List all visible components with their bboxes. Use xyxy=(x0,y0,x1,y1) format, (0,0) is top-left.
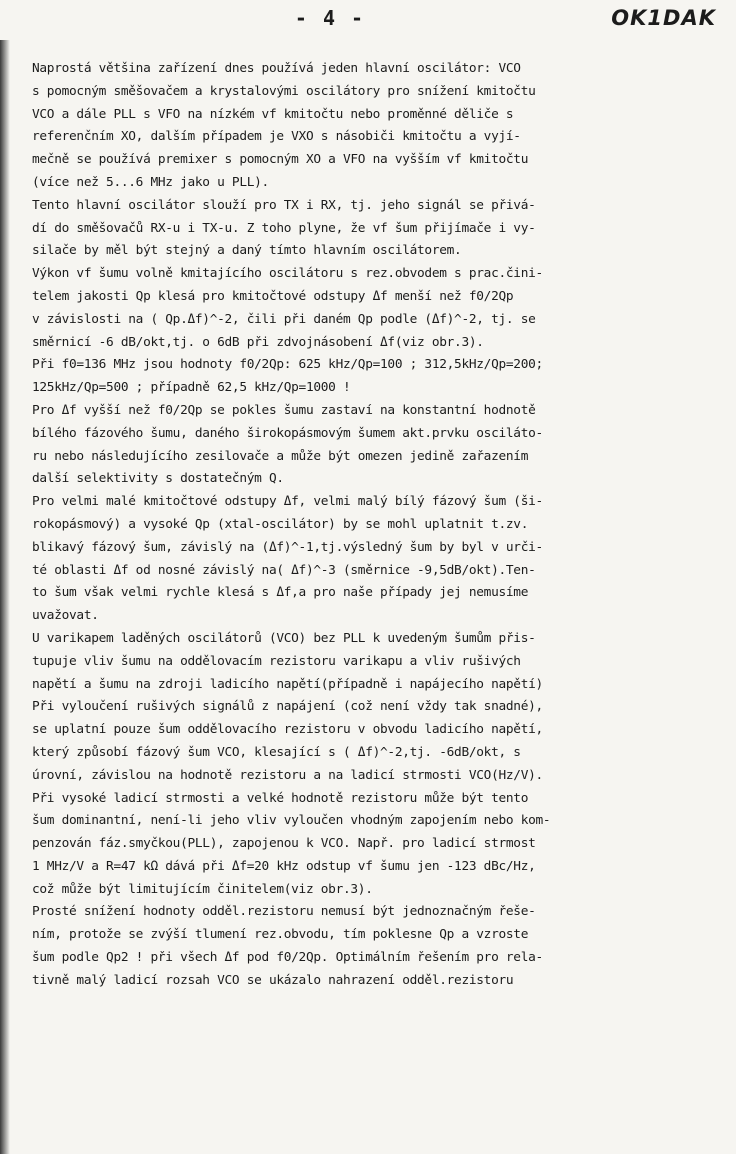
text-line: to šum však velmi rychle klesá s Δf,a pro naše případy jej nemusíme xyxy=(32,585,529,601)
text-line: Tento hlavní oscilátor slouží pro TX i RX, tj. jeho signál se přivá- xyxy=(32,197,536,213)
text-line: 1 MHz/V a R=47 kΩ dává při Δf=20 kHz odstup vf šumu jen -123 dBc/Hz, xyxy=(32,858,536,874)
text-line: referenčním XO, dalším případem je VXO s násobiči kmitočtu a vyjí- xyxy=(32,129,521,145)
scan-binding-shadow xyxy=(0,40,10,1154)
text-line: Při f0=136 MHz jsou hodnoty f0/2Qp: 625 kHz/Qp=100 ; 312,5kHz/Qp=200; xyxy=(32,357,543,373)
author-callsign: OK1DAK xyxy=(611,6,716,30)
text-line: se uplatní pouze šum oddělovacího rezistoru v obvodu ladicího napětí, xyxy=(32,722,543,738)
text-line: Při vysoké ladicí strmosti a velké hodnotě rezistoru může být tento xyxy=(32,790,529,806)
text-line: (více než 5...6 MHz jako u PLL). xyxy=(32,174,269,190)
text-line: silače by měl být stejný a daný tímto hlavním oscilátorem. xyxy=(32,243,462,259)
text-line: úrovní, závislou na hodnotě rezistoru a na ladicí strmosti VCO(Hz/V). xyxy=(32,767,543,783)
text-line: Naprostá většina zařízení dnes používá jeden hlavní oscilátor: VCO xyxy=(32,61,521,76)
text-line: další selektivity s dostatečným Q. xyxy=(32,471,284,487)
text-line: Prosté snížení hodnoty odděl.rezistoru nemusí být jednoznačným řeše- xyxy=(32,904,536,920)
page-number: - 4 - xyxy=(294,6,366,30)
text-line: v závislosti na ( Qp.Δf)^-2, čili při daném Qp podle (Δf)^-2, tj. se xyxy=(32,311,536,327)
text-line: té oblasti Δf od nosné závislý na( Δf)^-3 (směrnice -9,5dB/okt).Ten- xyxy=(32,562,536,578)
text-line: telem jakosti Qp klesá pro kmitočtové odstupy Δf menší než f0/2Qp xyxy=(32,288,514,304)
text-line: uvažovat. xyxy=(32,608,99,624)
text-line: Pro Δf vyšší než f0/2Qp se pokles šumu zastaví na konstantní hodnotě xyxy=(32,402,536,418)
text-line: Výkon vf šumu volně kmitajícího oscilátoru s rez.obvodem s prac.čini- xyxy=(32,266,543,282)
text-line: rokopásmový) a vysoké Qp (xtal-oscilátor) by se mohl uplatnit t.zv. xyxy=(32,516,529,532)
text-line: s pomocným směšovačem a krystalovými oscilátory pro snížení kmitočtu xyxy=(32,83,536,99)
text-line: blikavý fázový šum, závislý na (Δf)^-1,tj.výsledný šum by byl v urči- xyxy=(32,539,543,555)
text-line: směrnicí -6 dB/okt,tj. o 6dB při zdvojnásobení Δf(viz obr.3). xyxy=(32,334,484,350)
text-line: což může být limitujícím činitelem(viz obr.3). xyxy=(32,881,373,897)
text-line: šum podle Qp2 ! při všech Δf pod f0/2Qp. Optimálním řešením pro rela- xyxy=(32,950,543,966)
text-line: 125kHz/Qp=500 ; případně 62,5 kHz/Qp=1000 ! xyxy=(32,380,351,396)
text-line: dí do směšovačů RX-u i TX-u. Z toho plyne, že vf šum přijímače i vy- xyxy=(32,220,536,236)
text-line: ru nebo následujícího zesilovače a může být omezen jedině zařazením xyxy=(32,448,529,464)
text-line: U varikapem laděných oscilátorů (VCO) bez PLL k uvedeným šumům přis- xyxy=(32,630,536,646)
text-line: VCO a dále PLL s VFO na nízkém vf kmitočtu nebo proměnné děliče s xyxy=(32,106,514,122)
text-line: bílého fázového šumu, daného širokopásmovým šumem akt.prvku osciláto- xyxy=(32,425,543,441)
text-line: Pro velmi malé kmitočtové odstupy Δf, velmi malý bílý fázový šum (ši- xyxy=(32,494,543,510)
text-line: který způsobí fázový šum VCO, klesající s ( Δf)^-2,tj. -6dB/okt, s xyxy=(32,744,521,760)
text-line: tupuje vliv šumu na oddělovacím rezistoru varikapu a vliv rušivých xyxy=(32,653,521,669)
text-line: tivně malý ladicí rozsah VCO se ukázalo nahrazení odděl.rezistoru xyxy=(32,972,514,988)
text-line: Při vyloučení rušivých signálů z napájení (což není vždy tak snadné), xyxy=(32,699,543,715)
text-line: šum dominantní, není-li jeho vliv vyloučen vhodným zapojením nebo kom- xyxy=(32,813,551,829)
body-text xyxy=(32,58,726,993)
text-line: penzován fáz.smyčkou(PLL), zapojenou k VCO. Např. pro ladicí strmost xyxy=(32,836,536,852)
text-line: ním, protože se zvýší tlumení rez.obvodu, tím poklesne Qp a vzroste xyxy=(32,927,529,943)
text-line: napětí a šumu na zdroji ladicího napětí(případně i napájecího napětí) xyxy=(32,676,543,692)
text-line: mečně se používá premixer s pomocným XO a VFO na vyšším vf kmitočtu xyxy=(32,152,529,168)
